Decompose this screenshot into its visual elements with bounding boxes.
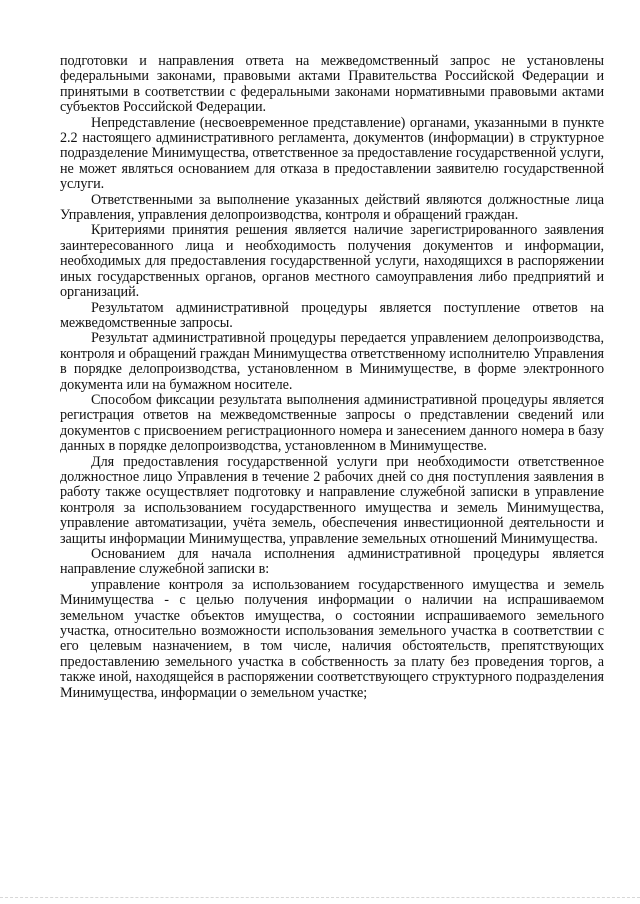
paragraph-3: Ответственными за выполнение указанных действий являются должностные лица Управления, управления делопроизводства, контроля и обращений граждан. xyxy=(60,191,604,224)
scan-edge-divider xyxy=(0,897,640,902)
paragraph-6: Результат административной процедуры передается управлением делопроизводства, контроля и обращений граждан Минимущества ответственному исполнителю Управления в порядке делопроизводства, установленном в Минимуществе, в форме электронного документа или на бумажном носителе. xyxy=(60,330,604,393)
paragraph-5: Результатом административной процедуры является поступление ответов на межведомственные запросы. xyxy=(60,299,604,331)
paragraph-10: управление контроля за использованием государственного имущества и земель Минимущества - с целью получения информации о наличии на испрашиваемом земельном участке объектов имущества, о состоянии испрашиваемого земельного участка, относительно возможности использования земельного участка в соответствии с его целевым назначением, в том числе, наличия обстоятельств, препятствующих предоставлению земельного участка в собственность за плату без проведения торгов, а также иной, находящейся в распоряжении соответствующего структурного подразделения Минимущества, информации о земельном участке; xyxy=(60,576,604,701)
paragraph-2: Непредставление (несвоевременное представление) органами, указанными в пункте 2.2 настоящего административного регламента, документов (информации) в структурное подразделение Минимущества, ответственное за предоставление государственной услуги, не может являться основанием для отказа в предоставлении заявителю государственной услуги. xyxy=(60,114,604,193)
paragraph-7: Способом фиксации результата выполнения административной процедуры является регистрация ответов на межведомственные запросы о представлении сведений или документов с присвоением регистрационного номера и занесением данного номера в базу данных в порядке делопроизводства, установленном в Минимуществе. xyxy=(60,391,604,455)
paragraph-4: Критериями принятия решения является наличие зарегистрированного заявления заинтересованного лица и необходимость получения документов и информации, необходимых для предоставления государственной услуги, находящихся в распоряжении иных государственных органов, органов местного самоуправления либо предприятий и организаций. xyxy=(60,222,604,301)
paragraph-9: Основанием для начала исполнения административной процедуры является направление служебной записки в: xyxy=(60,546,604,578)
paragraph-8: Для предоставления государственной услуги при необходимости ответственное должностное лицо Управления в течение 2 рабочих дней со дня поступления заявления в работу также осуществляет подготовку и направление служебной записки в управление контроля за использованием государственного имущества и земель Минимущества, управление автоматизации, учёта земель, обеспечения инвестиционной деятельности и защиты информации Минимущества, управление земельных отношений Минимущества. xyxy=(60,453,604,547)
paragraph-1: подготовки и направления ответа на межведомственный запрос не установлены федеральными законами, правовыми актами Правительства Российской Федерации и принятыми в соответствии с федеральными законами нормативными правовыми актами субъектов Российской Федерации. xyxy=(60,53,604,116)
document-page xyxy=(60,54,604,701)
